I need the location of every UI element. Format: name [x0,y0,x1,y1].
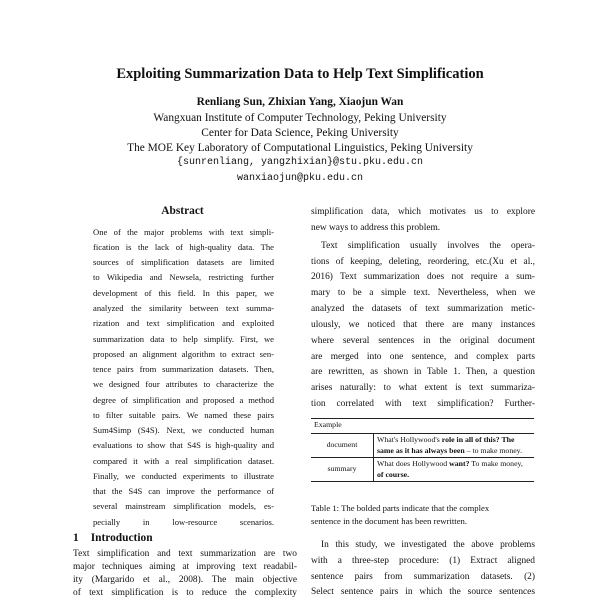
table-caption-line: sentence in the document has been rewritten. [311,516,468,526]
section-heading-introduction [73,532,165,544]
affiliation-1: Wangxuan Institute of Computer Technology, Peking University [153,112,447,124]
table-header-row [311,419,534,434]
intro-line: major techniques aiming at improving text readabil- [73,562,297,572]
section-number: 1 [73,532,79,544]
abstract-line: analyzed the similarity between text summa- [93,303,274,313]
abstract-line: to Wikipedia and Newsela, restricting further [93,272,274,282]
intro-line: Text simplification and text summarization are two [73,549,297,559]
abstract-line: several mainstream simplification models, es- [93,501,274,511]
intro-line: of text simplification is to reduce the complexity [73,588,297,598]
abstract-line: to filter suitable pairs. We named these pairs [93,410,274,420]
body-line: In this study, we investigated the above problems [321,540,535,550]
body-line: are rewritten, as shown in Table 1. Then, a question [311,367,535,377]
abstract-line: One of the major problems with text simpli- [93,227,274,237]
body-line: simplification data, which motivates us to explore [311,207,535,217]
body-line: Text simplification usually involves the opera- [321,241,535,251]
paper-title: Exploiting Summarization Data to Help Text Simplification [116,66,484,82]
body-line: analyzed the datasets of text summarization metic- [311,304,535,314]
abstract-line: Finally, we conducted experiments to illustrate [93,471,274,481]
body-line: new ways to address this problem. [311,223,441,233]
affiliation-3: The MOE Key Laboratory of Computational Linguistics, Peking University [127,142,473,154]
body-line: sentence pairs from summarization datasets. (2) [311,572,535,582]
abstract-line: pecially in low-resource scenarios. [93,517,274,527]
table-row [311,434,534,458]
body-line: arises naturally: to what extent is text summariza- [311,383,535,393]
email-2: wanxiaojun@pku.edu.cn [236,173,364,184]
body-line: 2016) Text summarization does not require a sum- [311,272,535,282]
affiliation-2: Center for Data Science, Peking University [201,127,399,139]
row-label: document [311,434,374,458]
body-line: ulously, we noticed that there are many instances [311,320,535,330]
body-line: where several sentences in the original document [311,336,535,346]
body-line: Select sentence pairs in which the source sentences [311,587,535,597]
body-line: tion correlated with text simplification? Further- [311,399,535,409]
abstract-line: fication is the lack of high-quality data. The [93,242,274,252]
abstract-line: evaluations to show that S4S is high-quality and [93,440,274,450]
abstract-line: degree of simplification and proposed a method [93,395,274,405]
abstract-line: compared it with a real simplification dataset. [93,456,274,466]
abstract-line: that the S4S can improve the performance of [93,486,274,496]
abstract-line: Sum4Simp (S4S). Next, we conducted human [93,425,274,435]
table-row [311,458,534,482]
body-line: are merged into one sentence, and complex parts [311,352,535,362]
row-text: What's Hollywood's role in all of this? The same as it has always been – to make money. [374,434,535,458]
table-caption-line: Table 1: The bolded parts indicate that the complex [311,503,490,513]
example-table [311,418,534,482]
abstract-line: proposed an alignment algorithm to extract sen- [93,349,274,359]
abstract-line: summarization data to help simplify. First, we [93,334,274,344]
email-1: {sunrenliang, yangzhixian}@stu.pku.edu.cn [176,157,424,168]
body-line: tions of keeping, deleting, reordering, etc.(Xu et al., [311,257,535,267]
section-title: Introduction [90,532,153,544]
intro-line: ity (Margarido et al., 2008). The main objective [73,575,297,585]
abstract-line: sources of simplification datasets are limited [93,257,274,267]
body-line: with a three-step procedure: (1) Extract aligned [311,556,535,566]
row-label: summary [311,458,374,482]
abstract-line: development of this field. In this paper, we [93,288,274,298]
abstract-line: tence pairs from summarization datasets. Then, [93,364,274,374]
abstract-line: rization and text simplification and exploited [93,318,274,328]
abstract-line: we designed four attributes to characterize the [93,379,274,389]
abstract-heading: Abstract [161,205,204,217]
author-list: Renliang Sun, Zhixian Yang, Xiaojun Wan [196,96,404,108]
row-text: What does Hollywood want? To make money, of course. [374,458,535,482]
body-line: mary to be a simple text. Nevertheless, when we [311,288,535,298]
table-header: Example [311,419,534,434]
